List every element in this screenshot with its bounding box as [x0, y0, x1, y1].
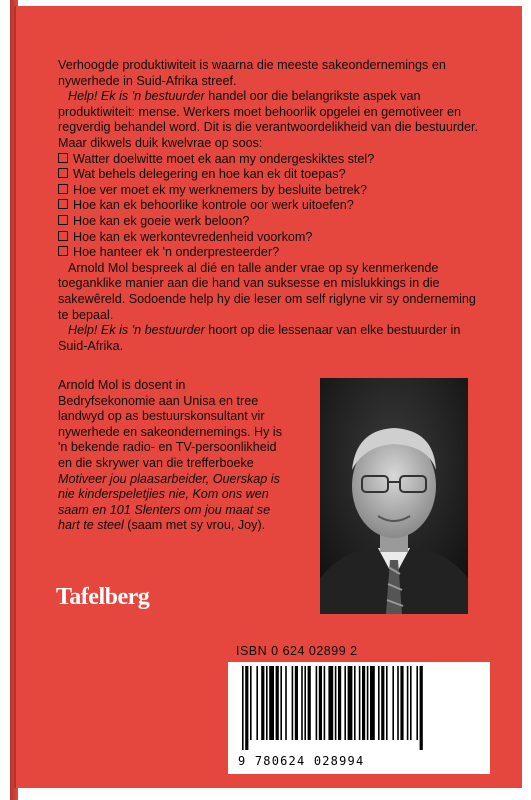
ean-digits: 9 780624 028994 — [238, 754, 365, 768]
checkbox-icon — [58, 231, 68, 241]
barcode-box — [228, 662, 490, 774]
bio-books-line: saam en 101 Slenters om jou maat se — [58, 502, 271, 517]
question-list — [58, 152, 488, 261]
author-photo — [320, 378, 468, 614]
checkbox-icon — [58, 153, 68, 163]
publisher-logo: Tafelberg — [56, 584, 150, 610]
barcode-area — [228, 640, 490, 774]
bio-line: Arnold Mol is dosent in — [58, 378, 186, 392]
bio-line: en die skrywer van die trefferboeke — [58, 455, 254, 470]
blurb-paragraph-3: Arnold Mol bespreek al dié en talle ander vrae op sy kenmerkende toeganklike manier aan die hand van suksesse en mislukkings in die sakewêreld. Sodoende help hy die leser om self riglyne vir sy onderneming te bepaal. — [58, 260, 476, 322]
blurb-paragraph-2: Help! Ek is 'n bestuurder handel oor die belangrikste aspek van produktiwiteit: mense. Werkers moet behoorlik opgelei en gemotiveer en regverdig behandel word. Dit is die verantwoordelikheid van die bestuurder. Maar dikwels duik kwelvrae op soos: — [58, 89, 479, 150]
checkbox-icon — [58, 184, 68, 194]
question-item: Hoe kan ek werkontevredenheid voorkom? — [58, 230, 488, 246]
bio-line: nywerhede en sakeondernemings. Hy is — [58, 424, 283, 439]
checkbox-icon — [58, 168, 68, 178]
checkbox-icon — [58, 246, 68, 256]
barcode-icon — [228, 662, 490, 752]
bio-books-line: Motiveer jou plaasarbeider, Ouerskap is — [58, 471, 280, 486]
checkbox-icon — [58, 215, 68, 225]
bio-books-line: hart te steel (saam met sy vrou, Joy). — [58, 518, 266, 533]
blurb-text — [58, 58, 488, 354]
blurb-paragraph-4: Help! Ek is 'n bestuurder hoort op die lessenaar van elke bestuurder in Suid-Afrika. — [58, 323, 461, 353]
checkbox-icon — [58, 199, 68, 209]
question-item: Hoe hanteer ek 'n onderpresteerder? — [58, 245, 488, 261]
question-item: Wat behels delegering en hoe kan ek dit toepas? — [58, 167, 488, 183]
bio-line: landwyd op as bestuurskonsultant vir — [58, 409, 265, 424]
book-title: Help! Ek is 'n bestuurder — [68, 323, 205, 338]
bio-line: Bedryfsekonomie aan Unisa en tree — [58, 393, 259, 408]
blurb-paragraph-1: Verhoogde produktiwiteit is waarna die meeste sakeondernemings en nywerhede in Suid-Afrika streef. — [58, 58, 446, 88]
author-portrait-image — [320, 378, 468, 614]
question-item: Watter doelwitte moet ek aan my ondergeskiktes stel? — [58, 152, 488, 168]
question-item: Hoe ver moet ek my werknemers by besluite betrek? — [58, 183, 488, 199]
bio-books-line: nie kinderspeletjies nie, Kom ons wen — [58, 487, 269, 502]
question-item: Hoe kan ek behoorlike kontrole oor werk uitoefen? — [58, 198, 488, 214]
question-item: Hoe kan ek goeie werk beloon? — [58, 214, 488, 230]
isbn-label: ISBN 0 624 02899 2 — [236, 644, 358, 658]
book-title: Help! Ek is 'n bestuurder — [68, 89, 205, 104]
bio-line: 'n bekende radio- en TV-persoonlikheid — [58, 440, 277, 455]
